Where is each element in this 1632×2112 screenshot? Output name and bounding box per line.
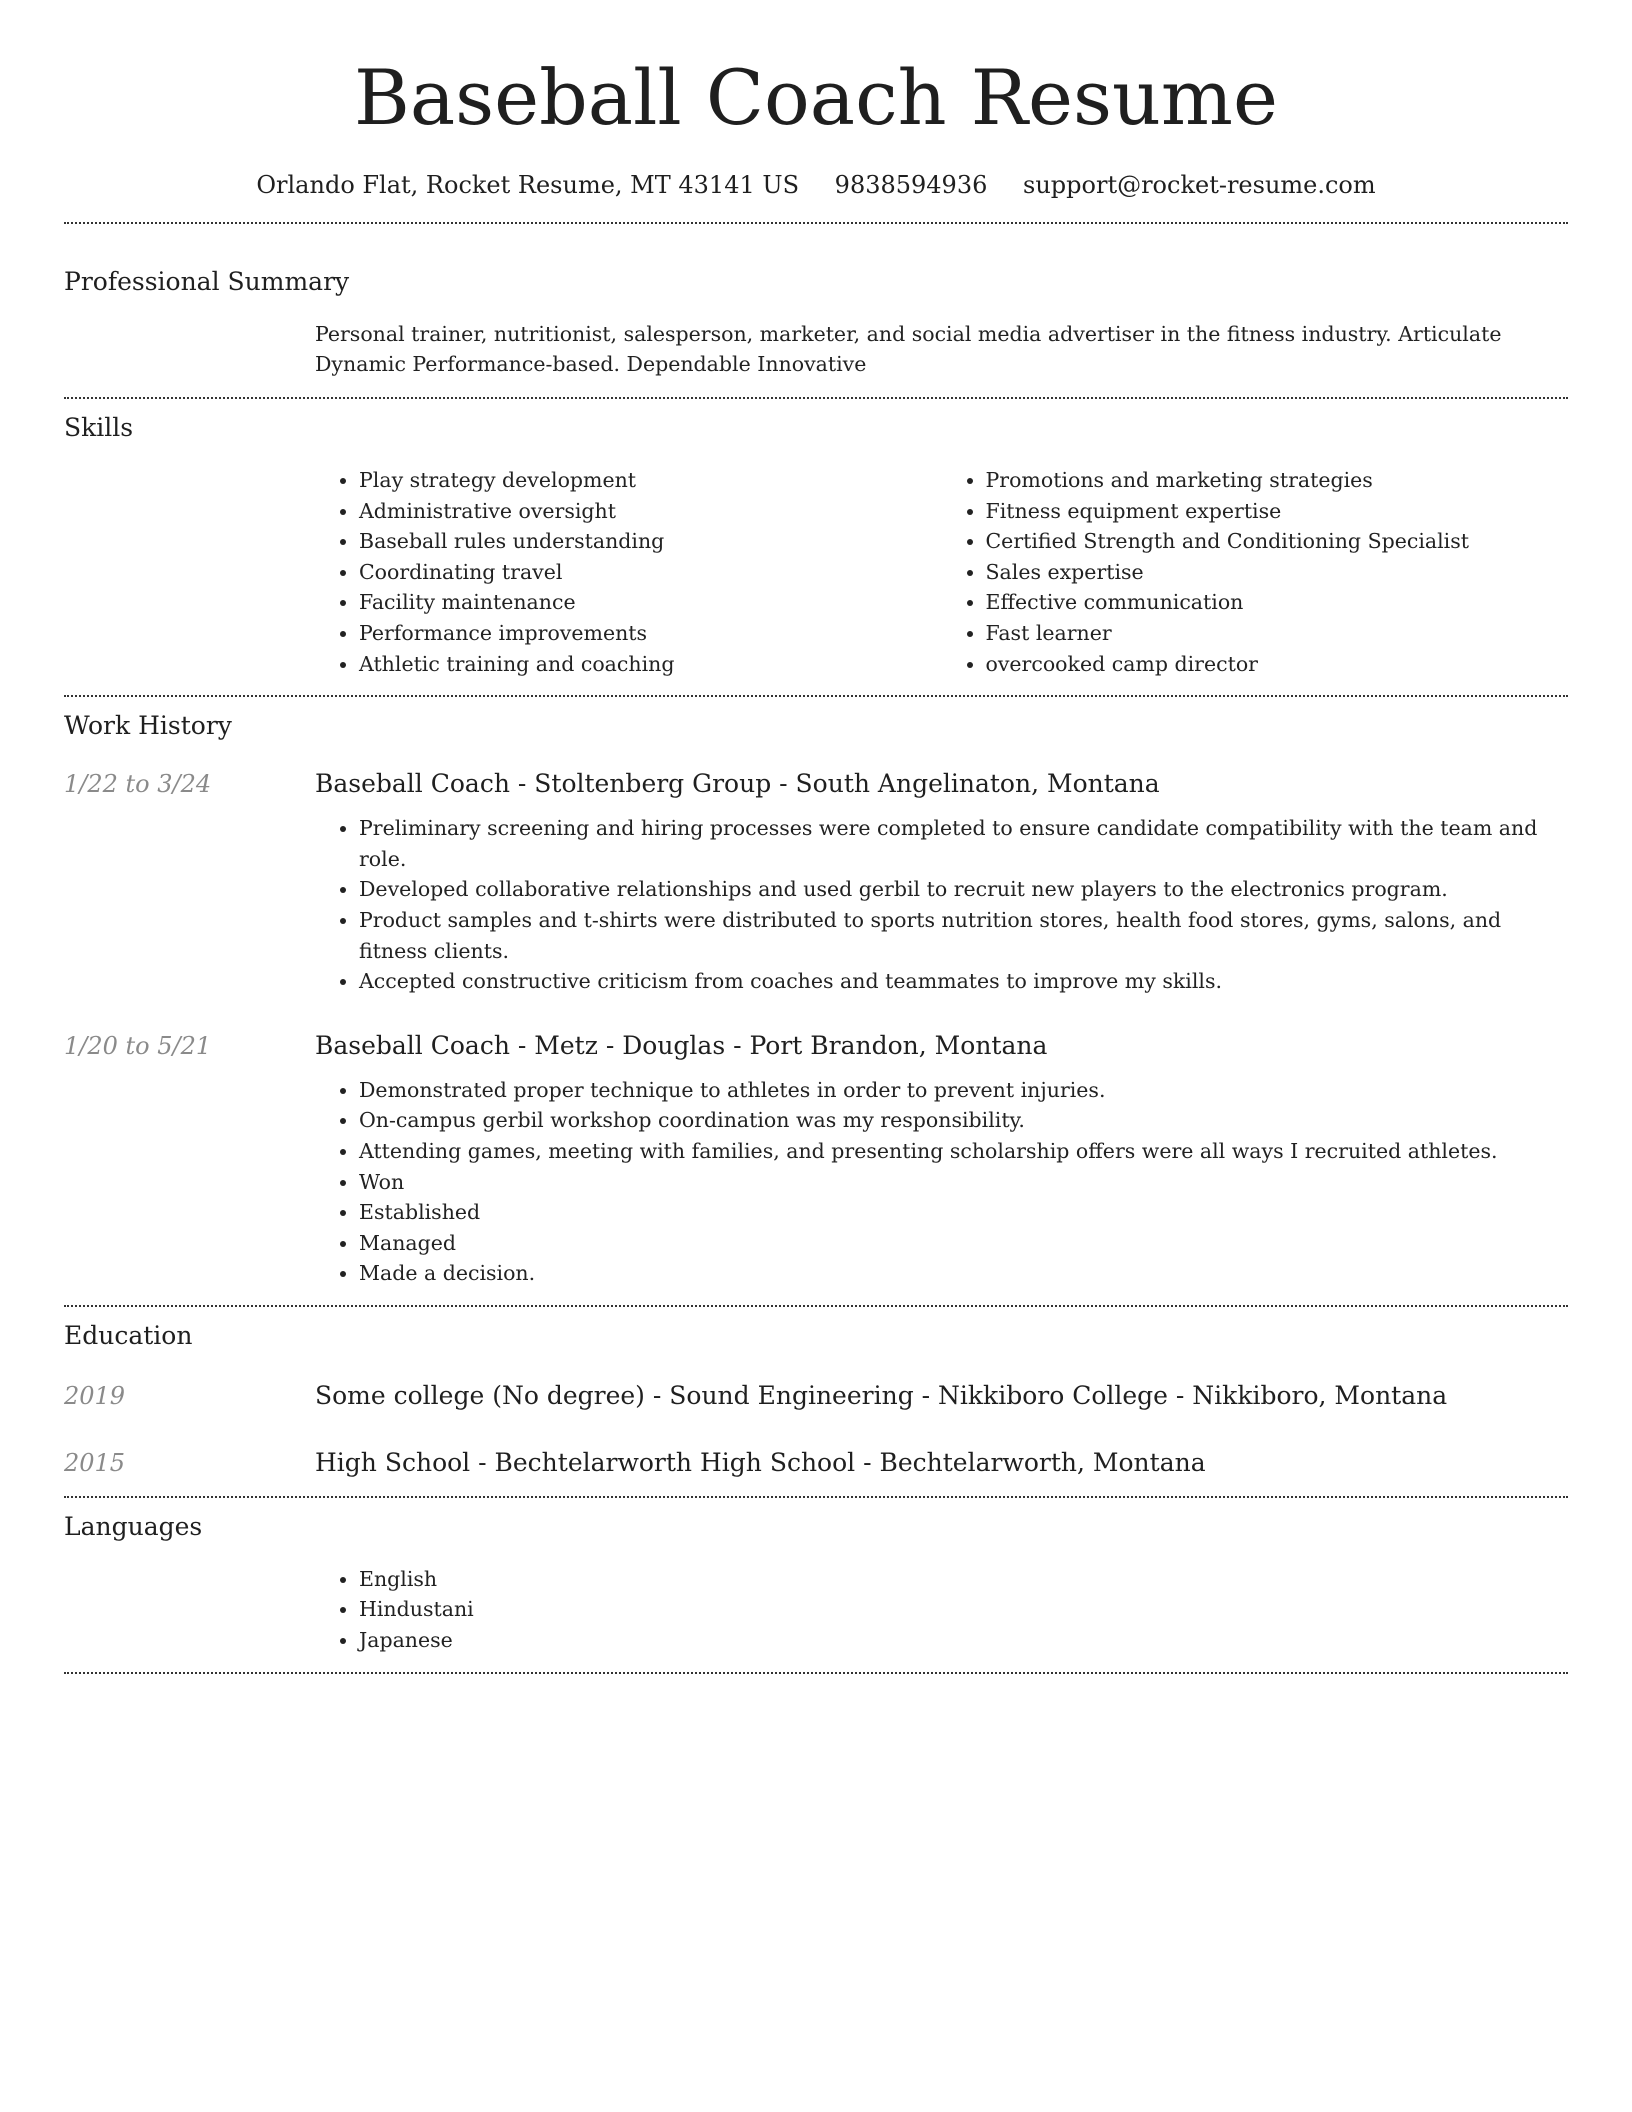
skill-item: • Fast learner bbox=[986, 618, 1569, 649]
language-item: • Japanese bbox=[359, 1625, 1568, 1656]
divider bbox=[64, 1496, 1568, 1498]
skill-item: • Certified Strength and Conditioning Specialist bbox=[986, 526, 1569, 557]
job-bullet: • Made a decision. bbox=[359, 1258, 1568, 1289]
education-year: 2015 bbox=[64, 1448, 126, 1477]
job-bullets bbox=[315, 1075, 1568, 1289]
skill-item: • Sales expertise bbox=[986, 557, 1569, 588]
education-heading: Education bbox=[64, 1320, 193, 1350]
resume-title: Baseball Coach Resume bbox=[354, 53, 1278, 142]
job-entry bbox=[64, 767, 1568, 997]
languages-list bbox=[315, 1564, 1568, 1656]
skill-item: • Play strategy development bbox=[359, 465, 942, 496]
skills-list-right bbox=[942, 465, 1569, 679]
skills-columns bbox=[315, 465, 1568, 679]
summary-section bbox=[64, 265, 1568, 379]
skill-item: • Baseball rules understanding bbox=[359, 526, 942, 557]
job-bullet: • Attending games, meeting with families, and presenting scholarship offers were all ways I recruited athletes. bbox=[359, 1136, 1568, 1167]
skill-item: • Facility maintenance bbox=[359, 587, 942, 618]
job-bullet: • Accepted constructive criticism from coaches and teammates to improve my skills. bbox=[359, 966, 1568, 997]
languages-section bbox=[64, 1510, 1568, 1656]
languages-heading: Languages bbox=[64, 1511, 203, 1541]
language-item: • English bbox=[359, 1564, 1568, 1595]
skills-heading: Skills bbox=[64, 413, 134, 442]
job-body bbox=[315, 767, 1568, 997]
job-bullet: • Established bbox=[359, 1197, 1568, 1228]
job-bullet: • Managed bbox=[359, 1228, 1568, 1259]
skill-item: • Fitness equipment expertise bbox=[986, 496, 1569, 527]
job-body bbox=[315, 1029, 1568, 1289]
job-bullet: • Product samples and t-shirts were distributed to sports nutrition stores, health food stores, gyms, salons, and fitness clients. bbox=[359, 905, 1568, 966]
skill-item: • Effective communication bbox=[986, 587, 1569, 618]
skill-item: • Promotions and marketing strategies bbox=[986, 465, 1569, 496]
divider bbox=[64, 1305, 1568, 1307]
summary-text: Personal trainer, nutritionist, salesperson, marketer, and social media advertiser in the fitness industry. Articulate Dynamic Performance-based. Dependable Innovative bbox=[315, 322, 1502, 376]
divider bbox=[64, 222, 1568, 224]
skills-section bbox=[64, 411, 1568, 679]
languages-content bbox=[315, 1564, 1568, 1656]
language-item: • Hindustani bbox=[359, 1594, 1568, 1625]
job-bullet: • Won bbox=[359, 1167, 1568, 1198]
contact-line bbox=[64, 168, 1568, 202]
divider bbox=[64, 695, 1568, 697]
work-heading: Work History bbox=[64, 711, 232, 741]
job-dates: 1/22 to 3/24 bbox=[64, 770, 212, 799]
job-bullet: • On-campus gerbil workshop coordination was my responsibility. bbox=[359, 1105, 1568, 1136]
education-section bbox=[64, 1319, 1568, 1480]
education-text: High School - Bechtelarworth High School - Bechtelarworth, Montana bbox=[315, 1447, 1206, 1477]
contact-email: support@rocket-resume.com bbox=[1023, 171, 1376, 199]
job-bullets bbox=[315, 813, 1568, 997]
skill-item: • Performance improvements bbox=[359, 618, 942, 649]
skill-item: • Administrative oversight bbox=[359, 496, 942, 527]
contact-address: Orlando Flat, Rocket Resume, MT 43141 US bbox=[256, 171, 800, 199]
education-entry bbox=[64, 1379, 1568, 1413]
job-bullet: • Developed collaborative relationships and used gerbil to recruit new players to the electronics program. bbox=[359, 874, 1568, 905]
job-bullet: • Preliminary screening and hiring processes were completed to ensure candidate compatibility with the team and role. bbox=[359, 813, 1568, 874]
job-title: Baseball Coach - Metz - Douglas - Port Brandon, Montana bbox=[315, 1030, 1048, 1060]
education-text: Some college (No degree) - Sound Engineering - Nikkiboro College - Nikkiboro, Montana bbox=[315, 1380, 1448, 1410]
summary-heading: Professional Summary bbox=[64, 267, 350, 296]
contact-phone: 9838594936 bbox=[834, 171, 988, 199]
education-entry bbox=[64, 1446, 1568, 1480]
divider bbox=[64, 397, 1568, 399]
divider bbox=[64, 1672, 1568, 1674]
education-year: 2019 bbox=[64, 1381, 126, 1410]
work-section bbox=[64, 709, 1568, 1289]
job-dates: 1/20 to 5/21 bbox=[64, 1031, 212, 1060]
job-title: Baseball Coach - Stoltenberg Group - South Angelinaton, Montana bbox=[315, 769, 1160, 799]
skill-item: • Athletic training and coaching bbox=[359, 649, 942, 680]
skill-item: • Coordinating travel bbox=[359, 557, 942, 588]
job-bullet: • Demonstrated proper technique to athletes in order to prevent injuries. bbox=[359, 1075, 1568, 1106]
job-entry bbox=[64, 1029, 1568, 1289]
resume-page bbox=[64, 0, 1568, 1674]
skill-item: • overcooked camp director bbox=[986, 649, 1569, 680]
skills-list-left bbox=[315, 465, 942, 679]
